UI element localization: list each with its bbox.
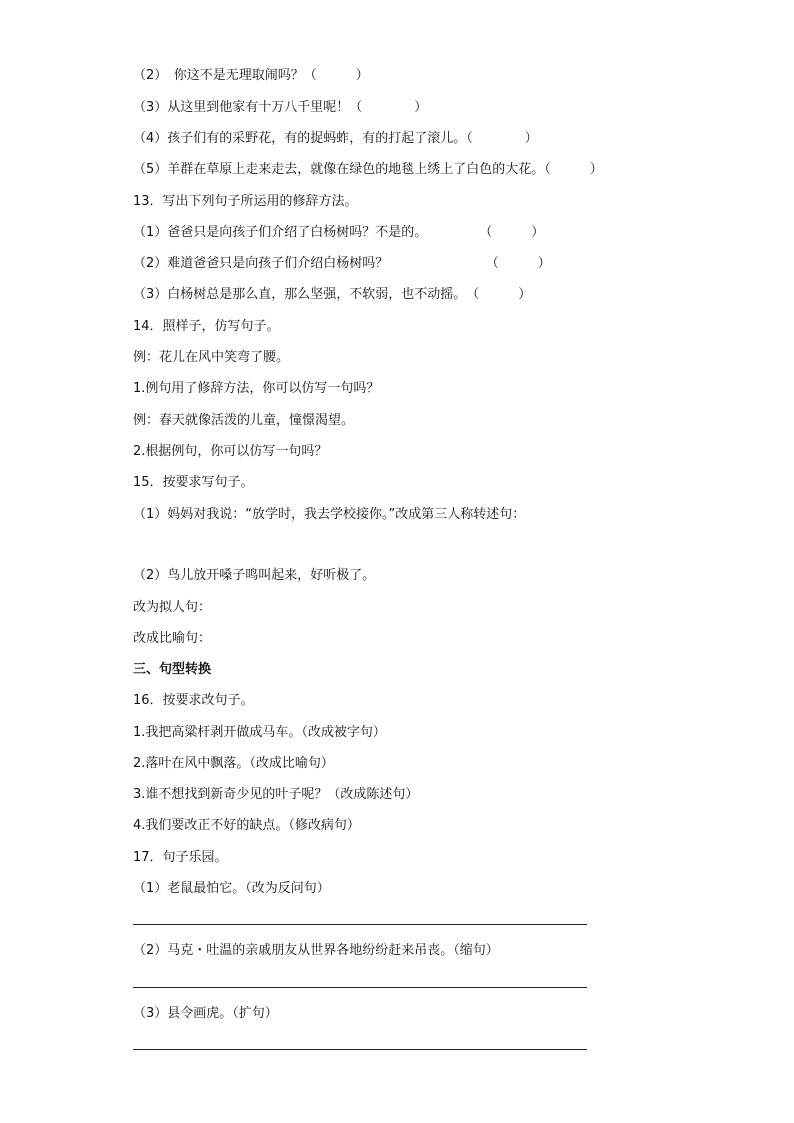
q12-item-3: （3）从这里到他家有十万八千里呢！（ ） <box>133 100 428 115</box>
q14-task-2: 2.根据例句，你可以仿写一句吗？ <box>133 444 328 459</box>
q16-item-3: 3.谁不想找到新奇少见的叶子呢？（改成陈述句） <box>133 787 419 802</box>
q16-item-4: 4.我们要改正不好的缺点。（修改病句） <box>133 818 360 833</box>
q17-item-2: （2）马克・吐温的亲戚朋友从世界各地纷纷赶来吊丧。（缩句） <box>133 943 499 958</box>
answer-line-3 <box>133 1049 587 1050</box>
q13-item-1: （1）爸爸只是向孩子们介绍了白杨树吗？不是的。 （ ） <box>133 225 545 240</box>
q17-heading: 17．句子乐园。 <box>133 850 228 865</box>
q14-task-1: 1.例句用了修辞方法，你可以仿写一句吗？ <box>133 381 380 396</box>
q14-heading: 14．照样子，仿写句子。 <box>133 319 280 334</box>
q15-heading: 15．按要求写句子。 <box>133 475 254 490</box>
answer-line-1 <box>133 924 587 925</box>
q15-metaphor-label: 改成比喻句： <box>133 631 212 646</box>
q13-item-2: （2）难道爸爸只是向孩子们介绍白杨树吗？ （ ） <box>133 256 551 271</box>
q16-item-2: 2.落叶在风中飘落。（改成比喻句） <box>133 756 334 771</box>
q17-item-1: （1）老鼠最怕它。（改为反问句） <box>133 881 330 896</box>
q12-item-5: （5）羊群在草原上走来走去，就像在绿色的地毯上绣上了白色的大花。（ ） <box>133 162 603 177</box>
q16-heading: 16．按要求改句子。 <box>133 693 254 708</box>
q15-item-1: （1）妈妈对我说：“放学时，我去学校接你。”改成第三人称转述句： <box>133 507 526 522</box>
q13-heading: 13．写出下列句子所运用的修辞方法。 <box>133 194 358 209</box>
q15-personification-label: 改为拟人句： <box>133 600 212 615</box>
answer-line-2 <box>133 987 587 988</box>
q16-item-1: 1.我把高粱杆剥开做成马车。（改成被字句） <box>133 725 386 740</box>
q12-item-4: （4）孩子们有的采野花，有的捉蚂蚱，有的打起了滚儿。（ ） <box>133 131 538 146</box>
section-3-title: 三、句型转换 <box>133 662 212 677</box>
q14-example-1: 例：花儿在风中笑弯了腰。 <box>133 350 290 365</box>
q13-item-3: （3）白杨树总是那么直，那么坚强，不软弱，也不动摇。 （ ） <box>133 287 532 302</box>
q17-item-3: （3）县令画虎。（扩句） <box>133 1006 278 1021</box>
q14-example-2: 例：春天就像活泼的儿童，憧憬渴望。 <box>133 413 355 428</box>
q15-item-2: （2）鸟儿放开嗓子鸣叫起来，好听极了。 <box>133 568 376 583</box>
q12-item-2: （2） 你这不是无理取闹吗？（ ） <box>133 68 369 83</box>
